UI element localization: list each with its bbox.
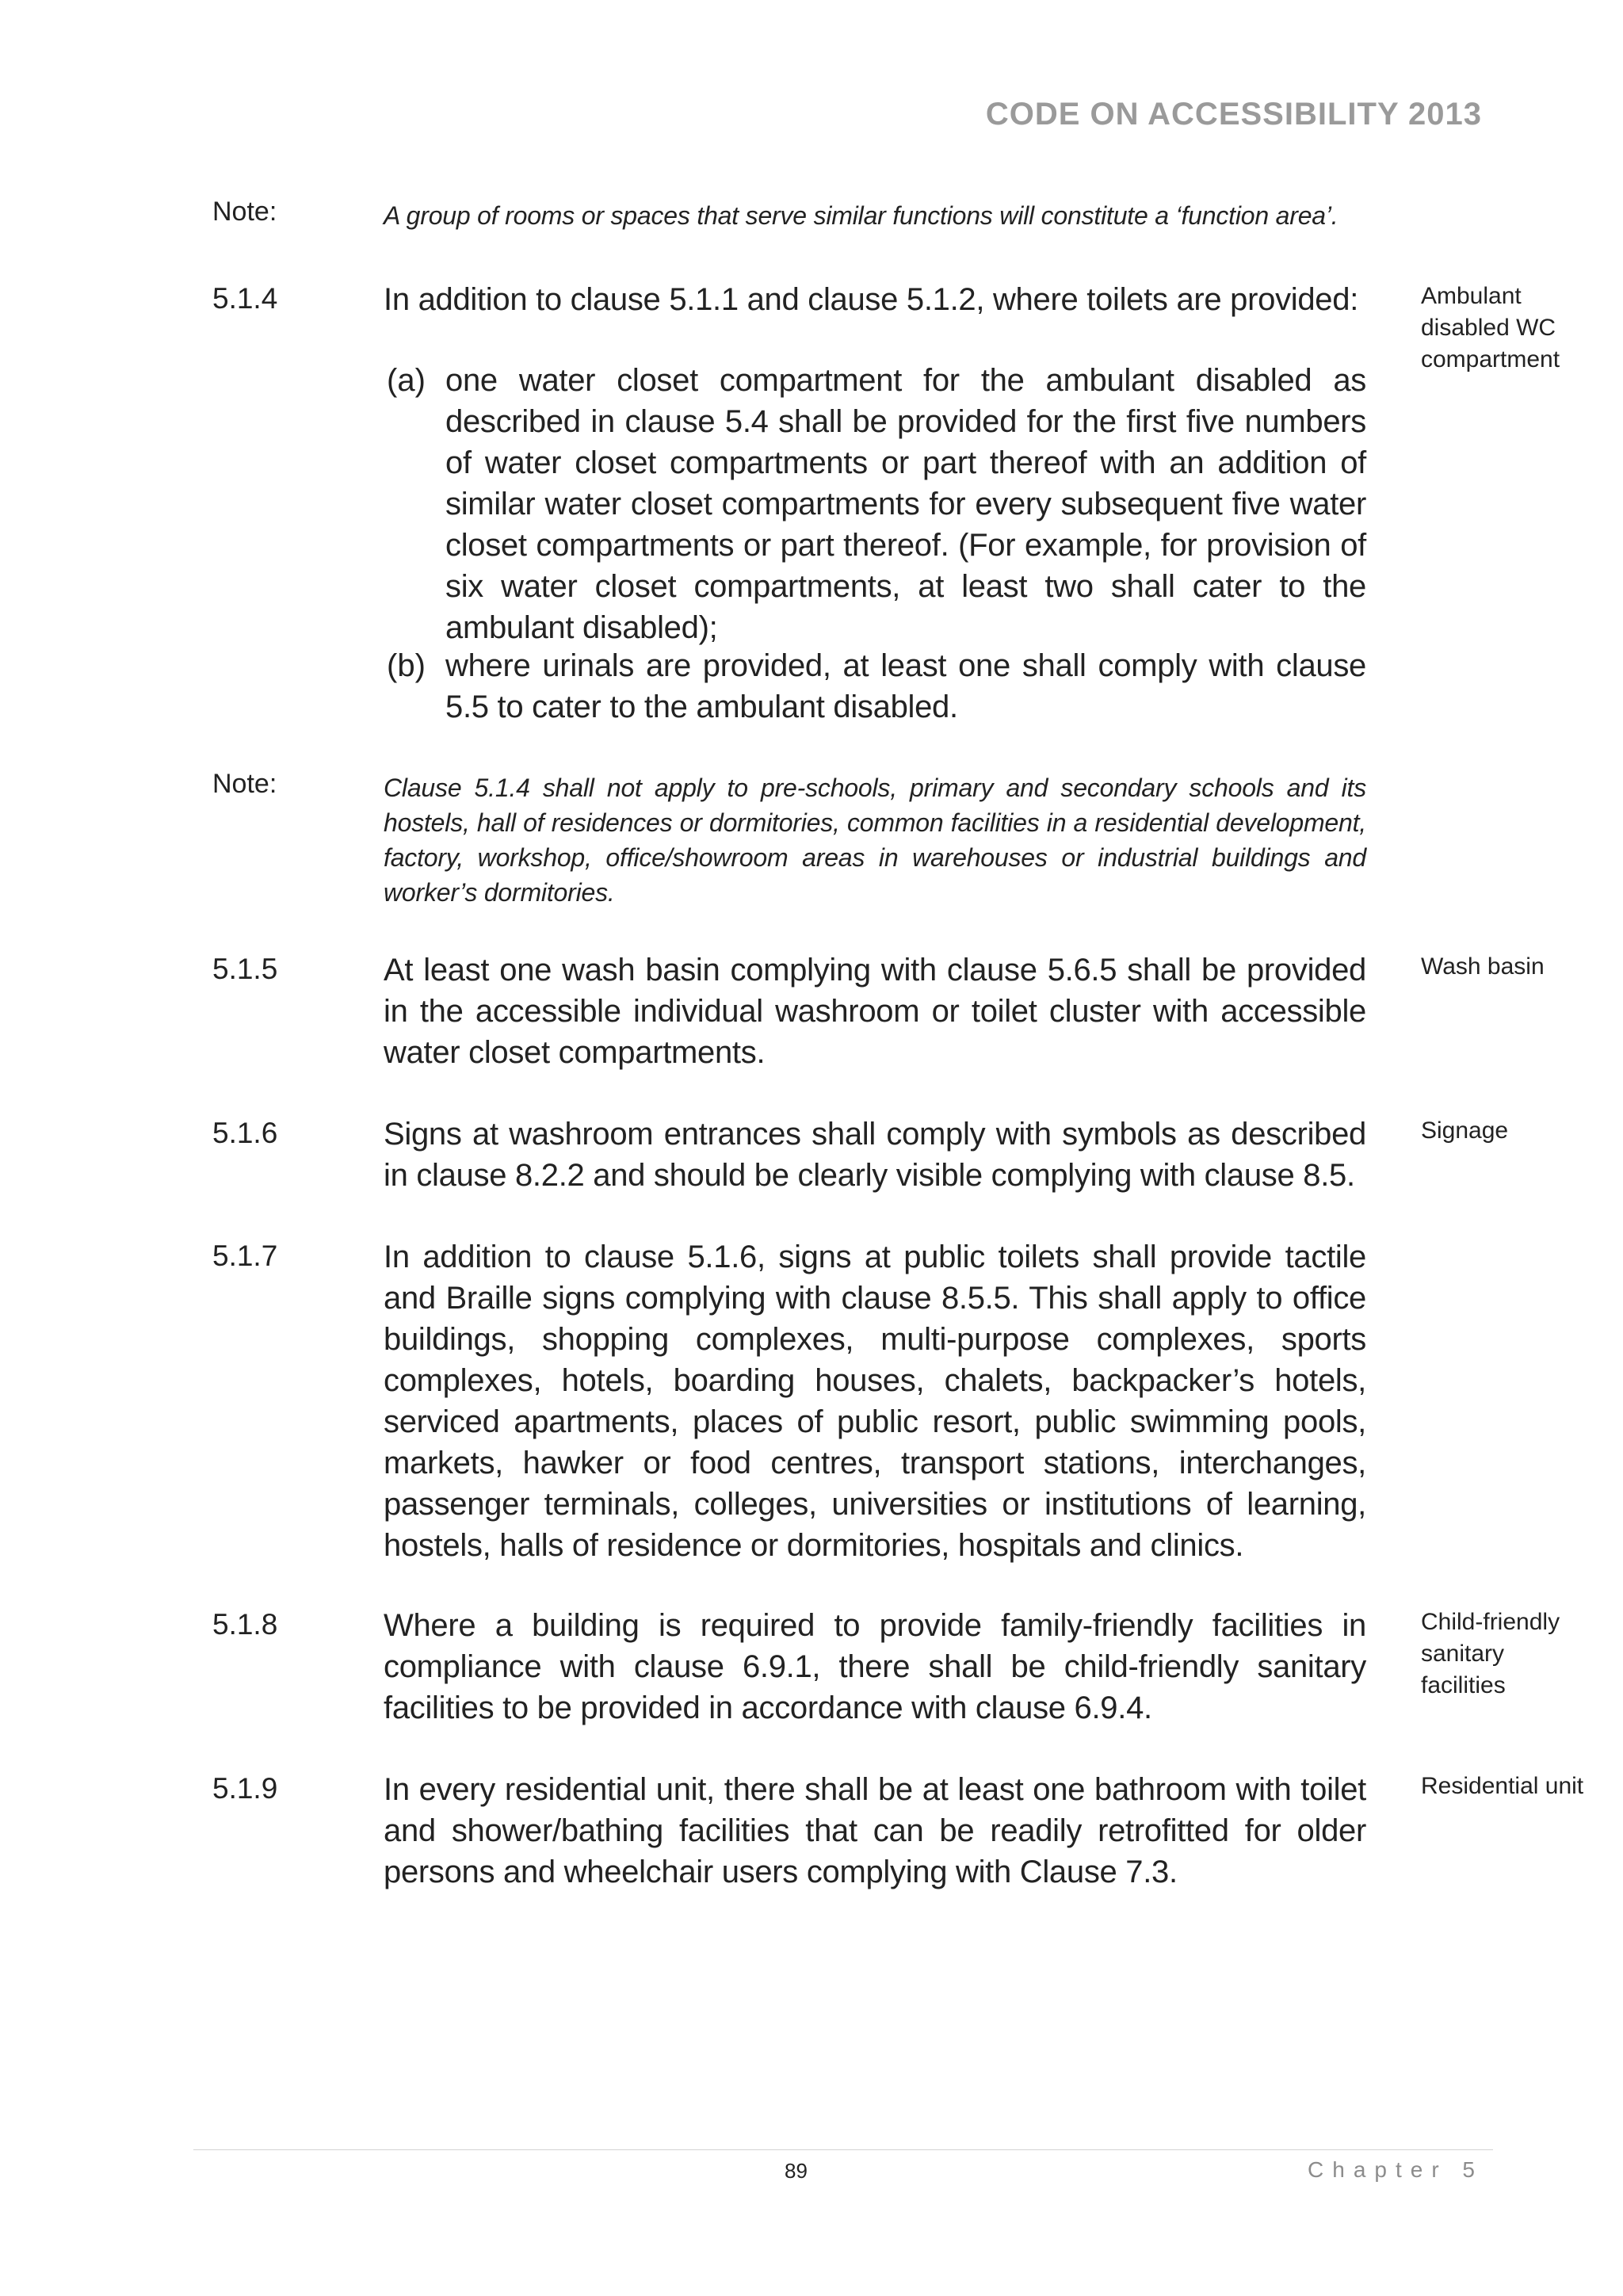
clause-text: In addition to clause 5.1.1 and clause 5.1.2, where toilets are provided: (384, 282, 1359, 317)
clause-number: 5.1.9 (212, 1772, 278, 1805)
clause-number: 5.1.5 (212, 953, 278, 985)
margin-note: Residential unit (1421, 1773, 1584, 1799)
page-number: 89 (785, 2159, 808, 2183)
margin-note: Child-friendly sanitary facilities (1421, 1609, 1560, 1698)
margin-note: Signage (1421, 1117, 1509, 1144)
clause-text: Signs at washroom entrances shall comply with symbols as described in clause 8.2.2 and should be clearly visible complying with clause 8.5. (384, 1117, 1366, 1193)
subitem-text: one water closet compartment for the ambulant disabled as described in clause 5.4 shall be provided for the first five numbers of water closet compartments or part thereof with an addition of similar water closet compartments for every subsequent five water closet compartments or part thereof. (For example, for provision of six water closet compartments, at least two shall cater to the ambulant disabled); (445, 363, 1366, 645)
note-text: A group of rooms or spaces that serve similar functions will constitute a ‘function area’. (384, 201, 1338, 230)
clause-text: At least one wash basin complying with clause 5.6.5 shall be provided in the accessible individual washroom or toilet cluster with accessible water closet compartments. (384, 953, 1366, 1070)
chapter-label: Chapter 5 (1308, 2157, 1484, 2182)
clause-number: 5.1.7 (212, 1240, 278, 1272)
margin-note: Wash basin (1421, 953, 1545, 980)
margin-note: Ambulant disabled WC compartment (1421, 283, 1560, 372)
clause-text: In every residential unit, there shall be at least one bathroom with toilet and shower/bathing facilities that can be readily retrofitted for older persons and wheelchair users complying with Clause 7.3. (384, 1772, 1366, 1889)
subitem-marker: (a) (387, 363, 426, 398)
note-text: Clause 5.1.4 shall not apply to pre-schools, primary and secondary schools and its hostels, hall of residences or dormitories, common facilities in a residential development, factory, workshop, office/showroom areas in warehouses or industrial buildings and worker’s dormitories. (384, 774, 1366, 907)
clause-text: Where a building is required to provide family-friendly facilities in compliance with clause 6.9.1, there shall be child-friendly sanitary facilities to be provided in accordance with clause 6.9.4. (384, 1608, 1366, 1725)
clause-number: 5.1.8 (212, 1608, 278, 1641)
clause-number: 5.1.4 (212, 282, 278, 315)
footer-divider (193, 2149, 1493, 2150)
subitem-marker: (b) (387, 648, 426, 683)
page-header-title: CODE ON ACCESSIBILITY 2013 (985, 97, 1482, 132)
note-label: Note: (212, 197, 277, 227)
clause-number: 5.1.6 (212, 1117, 278, 1149)
clause-text: In addition to clause 5.1.6, signs at public toilets shall provide tactile and Braille signs complying with clause 8.5.5. This shall apply to office buildings, shopping complexes, multi-purpose complexes, sports complexes, hotels, boarding houses, chalets, backpacker’s hotels, serviced apartments, places of public resort, public swimming pools, markets, hawker or food centres, transport stations, interchanges, passenger terminals, colleges, universities or institutions of learning, hostels, halls of residence or dormitories, hospitals and clinics. (384, 1240, 1366, 1563)
subitem-text: where urinals are provided, at least one shall comply with clause 5.5 to cater to the ambulant disabled. (445, 648, 1366, 724)
note-label: Note: (212, 769, 277, 799)
